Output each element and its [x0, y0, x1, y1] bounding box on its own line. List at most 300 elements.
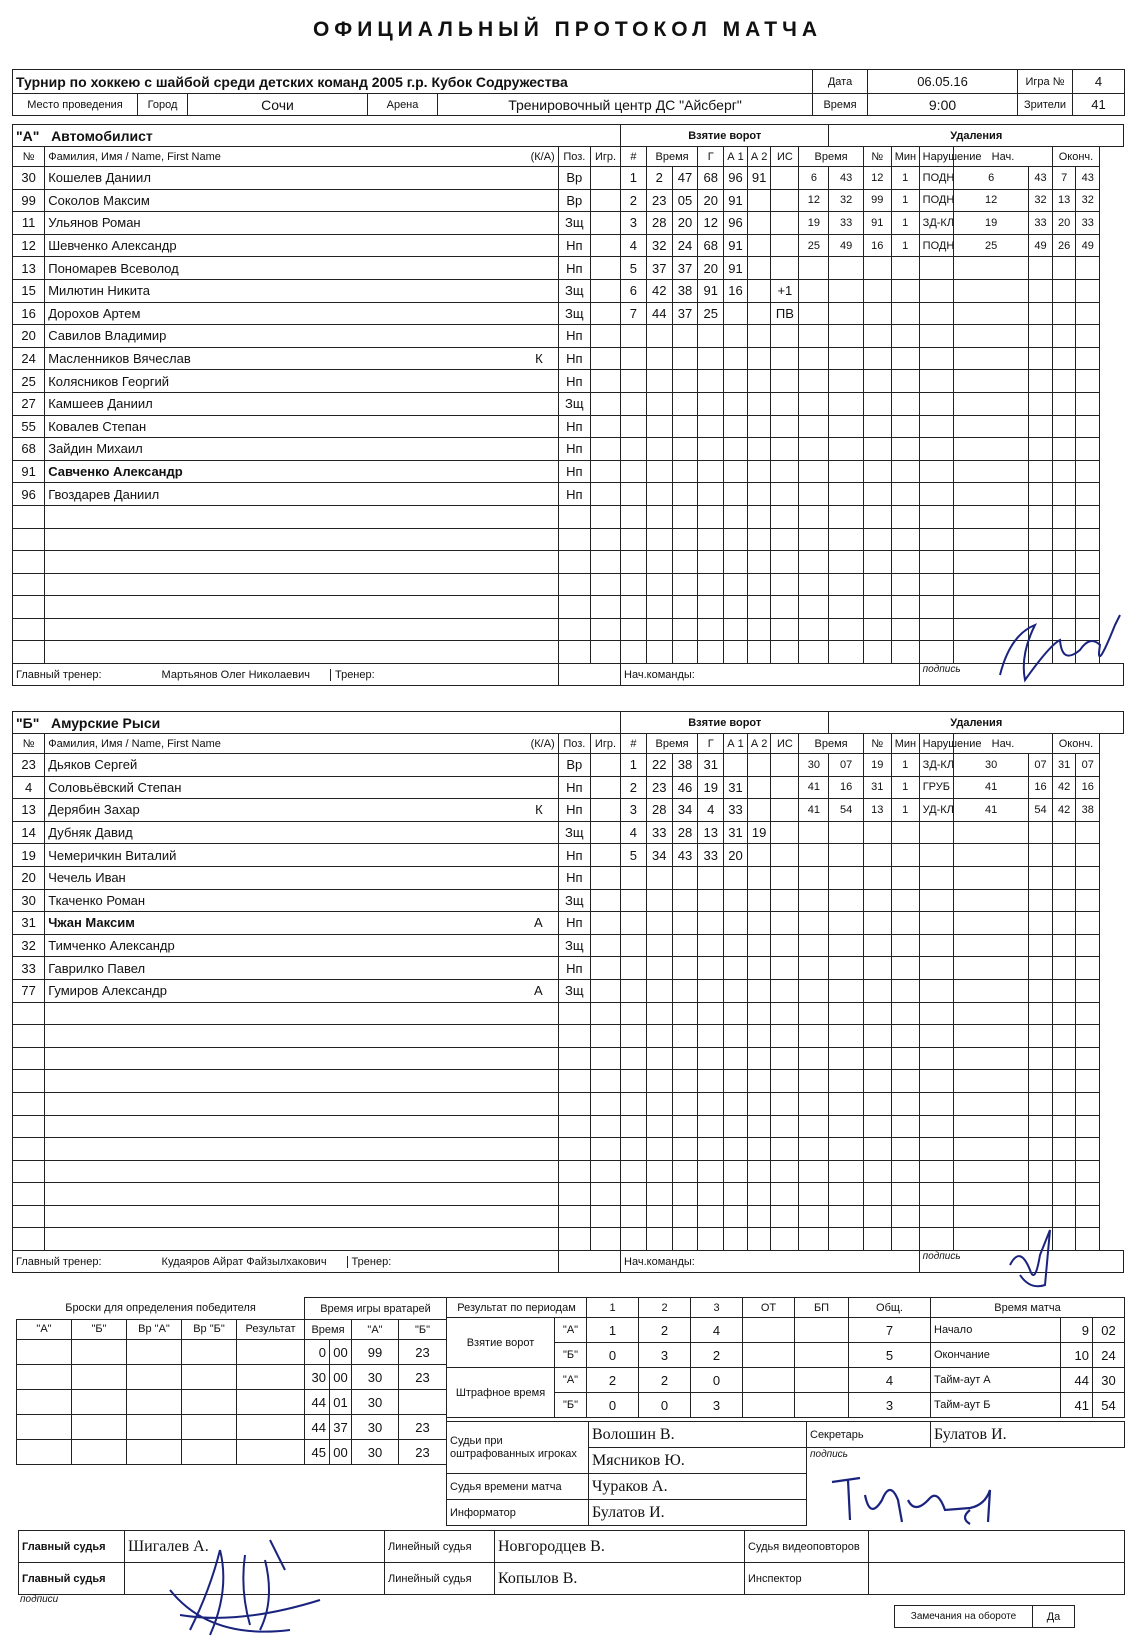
- column-header-g-g: Г: [698, 147, 724, 167]
- cell: [621, 912, 647, 935]
- gk-row: [305, 1440, 447, 1465]
- coach-label: Тренер:: [330, 669, 375, 681]
- table-row: [13, 167, 1124, 190]
- cell: 34: [646, 844, 672, 867]
- player-name: Савченко Александр: [48, 464, 183, 480]
- cell: [13, 551, 45, 574]
- cell: [672, 889, 698, 912]
- cell: [590, 528, 620, 551]
- cell: [954, 347, 1029, 370]
- period-value: 3: [639, 1343, 691, 1368]
- cell: [590, 934, 620, 957]
- cell: [672, 528, 698, 551]
- cell: [590, 1070, 620, 1093]
- cell: [1076, 1138, 1100, 1161]
- period-value: [795, 1318, 849, 1343]
- cell: [1052, 551, 1076, 574]
- cell: [558, 641, 590, 664]
- name-header: Фамилия, Имя / Name, First Name: [48, 150, 221, 163]
- cell: [954, 1047, 1029, 1070]
- cell: Нп: [558, 483, 590, 506]
- cell: [891, 844, 919, 867]
- cell: [891, 279, 919, 302]
- cell: [590, 573, 620, 596]
- cell: [863, 934, 891, 957]
- cell: 5: [621, 844, 647, 867]
- cell: [863, 302, 891, 325]
- cell: 46: [672, 776, 698, 799]
- cell: Зщ: [558, 279, 590, 302]
- cell: [672, 551, 698, 574]
- column-header-g-time: Время: [646, 147, 698, 167]
- cell: 32: [1076, 189, 1100, 212]
- gk-row: [305, 1365, 447, 1390]
- cell: 43: [1029, 167, 1053, 190]
- period-row: [447, 1318, 931, 1343]
- team-name: Амурские Рыси: [51, 714, 161, 731]
- cell: [891, 889, 919, 912]
- cell: [799, 483, 829, 506]
- cell: 13: [863, 799, 891, 822]
- penalties-group-label: Удаления: [829, 712, 1124, 734]
- cell: ПОДН: [919, 167, 953, 190]
- cell: 96: [724, 212, 748, 235]
- cell: [1076, 1115, 1100, 1138]
- cell: [747, 1115, 771, 1138]
- table-row: [13, 392, 1124, 415]
- column-header-p-min: Мин: [891, 734, 919, 754]
- player-name-cell: [45, 754, 558, 777]
- team-a-signature: [990, 605, 1130, 690]
- cell: [863, 912, 891, 935]
- cell: [891, 912, 919, 935]
- cell: 22: [646, 754, 672, 777]
- cell: [1076, 257, 1100, 280]
- cell: [891, 1070, 919, 1093]
- cell: [863, 279, 891, 302]
- player-name-cell: [45, 212, 559, 235]
- column-header-g-a1: А 1: [724, 147, 748, 167]
- cell: [698, 596, 724, 619]
- cell: [747, 776, 771, 799]
- cell: [891, 325, 919, 348]
- player-name: Колясников Георгий: [48, 373, 170, 389]
- captain-mark: А: [534, 983, 543, 999]
- cell: [863, 1228, 891, 1251]
- cell: [558, 1025, 590, 1048]
- cell: 16: [863, 234, 891, 257]
- cell: [771, 505, 799, 528]
- cell: [747, 618, 771, 641]
- referee-signature: [150, 1530, 350, 1641]
- cell: [724, 1047, 748, 1070]
- gk-row: [305, 1340, 447, 1365]
- cell: [1029, 573, 1053, 596]
- cell: 99: [863, 189, 891, 212]
- player-name-cell: [45, 957, 558, 980]
- cell: [558, 1160, 590, 1183]
- cell: [13, 1160, 45, 1183]
- cell: [829, 1047, 863, 1070]
- table-row: [13, 912, 1124, 935]
- player-name: Милютин Никита: [48, 283, 151, 299]
- column-header-p-start: Нач.: [954, 147, 1053, 167]
- cell: [672, 483, 698, 506]
- cell: [45, 1228, 558, 1251]
- cell: [1052, 415, 1076, 438]
- column-header-igr: Игр.: [590, 147, 620, 167]
- cell: 38: [672, 279, 698, 302]
- time-value: 9:00: [868, 94, 1018, 116]
- penalty-judge-2: Мясников Ю.: [589, 1448, 807, 1474]
- cell: [1076, 415, 1100, 438]
- cell: [799, 912, 829, 935]
- team-chief-label: Нач.команды:: [621, 664, 920, 686]
- column-header-g-is: ИС: [771, 734, 799, 754]
- cell: [863, 641, 891, 664]
- match-time-row: [931, 1318, 1125, 1343]
- cell: [1029, 347, 1053, 370]
- cell: [919, 257, 953, 280]
- cell: [771, 347, 799, 370]
- cell: [891, 573, 919, 596]
- cell: [829, 866, 863, 889]
- cell: [590, 1002, 620, 1025]
- cell: [919, 1115, 953, 1138]
- cell: [13, 505, 45, 528]
- cell: [1052, 1002, 1076, 1025]
- cell: [771, 257, 799, 280]
- table-row: [13, 1047, 1124, 1070]
- cell: [1029, 844, 1053, 867]
- cell: Зщ: [558, 889, 590, 912]
- cell: 7: [1052, 167, 1076, 190]
- gk-col: Время: [305, 1320, 352, 1340]
- cell: [891, 1115, 919, 1138]
- cell: [747, 1160, 771, 1183]
- cell: [1076, 889, 1100, 912]
- cell: [863, 347, 891, 370]
- cell: [1029, 392, 1053, 415]
- cell: [724, 1160, 748, 1183]
- cell: [1076, 505, 1100, 528]
- period-row: [447, 1368, 931, 1393]
- match-time-row: [931, 1343, 1125, 1368]
- match-time-cell: 9: [1061, 1318, 1093, 1343]
- cell: 1: [891, 754, 919, 777]
- cell: 1: [621, 167, 647, 190]
- cell: [724, 325, 748, 348]
- linesman-name-1: Новгородцев В.: [495, 1531, 745, 1563]
- cell: [919, 415, 953, 438]
- gk-col: "Б": [399, 1320, 447, 1340]
- cell: [1029, 821, 1053, 844]
- cell: ЗД-КЛ: [919, 754, 953, 777]
- cell: [13, 641, 45, 664]
- cell: [829, 1205, 863, 1228]
- cell: [590, 979, 620, 1002]
- penalty-judge-1: Волошин В.: [589, 1422, 807, 1448]
- column-header-p-num: №: [863, 147, 891, 167]
- period-value: 0: [691, 1368, 743, 1393]
- cell: [799, 1138, 829, 1161]
- cell: [1029, 302, 1053, 325]
- secretary-signature-label: подпись: [810, 1449, 848, 1460]
- timekeeper-name: Чураков А.: [589, 1474, 807, 1500]
- cell: [747, 596, 771, 619]
- cell: [45, 1092, 558, 1115]
- cell: [621, 596, 647, 619]
- cell: [724, 1092, 748, 1115]
- cell: [771, 596, 799, 619]
- cell: [954, 438, 1029, 461]
- column-header-p-end: Оконч.: [1052, 734, 1099, 754]
- cell: [954, 1138, 1029, 1161]
- cell: 3: [621, 799, 647, 822]
- cell: [891, 460, 919, 483]
- table-row: [13, 415, 1124, 438]
- cell: [672, 505, 698, 528]
- signature-label: подпись: [919, 1251, 1123, 1273]
- cell: [646, 1070, 672, 1093]
- cell: Нп: [558, 912, 590, 935]
- cell: [621, 483, 647, 506]
- cell: [771, 844, 799, 867]
- period-value: 3: [849, 1393, 931, 1418]
- gk-cell: 23: [399, 1365, 447, 1390]
- table-row: [13, 979, 1124, 1002]
- player-name-cell: [45, 392, 559, 415]
- period-value: [743, 1393, 795, 1418]
- cell: [1076, 979, 1100, 1002]
- cell: [590, 912, 620, 935]
- table-row: [13, 618, 1124, 641]
- cell: [771, 1228, 799, 1251]
- cell: [1029, 957, 1053, 980]
- column-header-g-a1: А 1: [724, 734, 748, 754]
- cell: [621, 1002, 647, 1025]
- cell: [590, 392, 620, 415]
- cell: [891, 1138, 919, 1161]
- cell: [747, 551, 771, 574]
- cell: [829, 347, 863, 370]
- signatures-label: подписи: [20, 1594, 59, 1605]
- cell: [621, 641, 647, 664]
- cell: 2: [621, 776, 647, 799]
- column-header-p-time: Время: [799, 147, 864, 167]
- cell: [724, 1070, 748, 1093]
- cell: [590, 889, 620, 912]
- cell: Вр: [558, 167, 590, 190]
- period-value: 4: [849, 1368, 931, 1393]
- cell: [621, 325, 647, 348]
- cell: [771, 641, 799, 664]
- cell: [621, 392, 647, 415]
- cell: [724, 460, 748, 483]
- player-name: Савилов Владимир: [48, 328, 167, 344]
- cell: [771, 573, 799, 596]
- cell: [1052, 1047, 1076, 1070]
- cell: 19: [747, 821, 771, 844]
- cell: [621, 866, 647, 889]
- cell: [799, 596, 829, 619]
- cell: [771, 1047, 799, 1070]
- cell: [891, 1025, 919, 1048]
- cell: 15: [13, 279, 45, 302]
- match-time-cell: Окончание: [931, 1343, 1061, 1368]
- cell: 27: [13, 392, 45, 415]
- table-row: [13, 866, 1124, 889]
- period-col: ОТ: [743, 1298, 795, 1318]
- cell: [1029, 551, 1053, 574]
- cell: [646, 460, 672, 483]
- cell: [829, 1025, 863, 1048]
- cell: [724, 957, 748, 980]
- cell: 16: [724, 279, 748, 302]
- cell: [1029, 279, 1053, 302]
- cell: [919, 370, 953, 393]
- informer-name: Булатов И.: [589, 1500, 807, 1526]
- cell: [891, 1228, 919, 1251]
- cell: [724, 392, 748, 415]
- cell: 49: [1029, 234, 1053, 257]
- player-name-cell: [45, 776, 558, 799]
- cell: [558, 618, 590, 641]
- gk-cell: 00: [330, 1365, 352, 1390]
- cell: [1076, 821, 1100, 844]
- cell: [13, 596, 45, 619]
- ref-label-2: Главный судья: [19, 1563, 125, 1595]
- cell: [919, 392, 953, 415]
- cell: [829, 934, 863, 957]
- cell: [698, 528, 724, 551]
- cell: [771, 1160, 799, 1183]
- cell: [1029, 1115, 1053, 1138]
- cell: [747, 1205, 771, 1228]
- cell: [863, 483, 891, 506]
- cell: [954, 979, 1029, 1002]
- cell: [590, 212, 620, 235]
- cell: 16: [829, 776, 863, 799]
- cell: Нп: [558, 234, 590, 257]
- table-row: [13, 754, 1124, 777]
- period-value: 0: [587, 1343, 639, 1368]
- cell: [1029, 889, 1053, 912]
- cell: [954, 1025, 1029, 1048]
- cell: Нп: [558, 415, 590, 438]
- match-time-cell: Тайм-аут А: [931, 1368, 1061, 1393]
- cell: [771, 1138, 799, 1161]
- spectators-value: 41: [1073, 94, 1125, 116]
- cell: 07: [1076, 754, 1100, 777]
- cell: [646, 1138, 672, 1161]
- cell: 49: [829, 234, 863, 257]
- cell: [646, 1115, 672, 1138]
- cell: [919, 821, 953, 844]
- cell: [747, 257, 771, 280]
- table-row: [13, 528, 1124, 551]
- cell: [919, 1025, 953, 1048]
- cell: [13, 1047, 45, 1070]
- cell: [1029, 934, 1053, 957]
- cell: [590, 347, 620, 370]
- cell: [919, 483, 953, 506]
- cell: [672, 979, 698, 1002]
- cell: 68: [13, 438, 45, 461]
- city-label: Город: [138, 94, 188, 116]
- cell: [1076, 1205, 1100, 1228]
- cell: [771, 325, 799, 348]
- cell: [698, 325, 724, 348]
- cell: 31: [13, 912, 45, 935]
- cell: [863, 1002, 891, 1025]
- cell: [863, 573, 891, 596]
- cell: [698, 1160, 724, 1183]
- cell: [13, 573, 45, 596]
- cell: 20: [13, 866, 45, 889]
- cell: 91: [724, 189, 748, 212]
- cell: [621, 1092, 647, 1115]
- cell: [621, 1183, 647, 1206]
- cell: [1052, 1138, 1076, 1161]
- cell: [863, 1047, 891, 1070]
- cell: [672, 1138, 698, 1161]
- cell: 19: [863, 754, 891, 777]
- cell: [954, 370, 1029, 393]
- cell: [891, 1092, 919, 1115]
- cell: [1029, 866, 1053, 889]
- cell: [799, 957, 829, 980]
- cell: [799, 641, 829, 664]
- remarks-table: [894, 1605, 1075, 1628]
- document-title: ОФИЦИАЛЬНЫЙ ПРОТОКОЛ МАТЧА: [312, 18, 823, 41]
- cell: [1076, 370, 1100, 393]
- cell: [771, 234, 799, 257]
- cell: 6: [799, 167, 829, 190]
- cell: [954, 1115, 1029, 1138]
- cell: [891, 1183, 919, 1206]
- cell: [621, 438, 647, 461]
- player-name-cell: [45, 821, 558, 844]
- cell: 26: [1052, 234, 1076, 257]
- gk-cell: 30: [352, 1365, 399, 1390]
- cell: [799, 1228, 829, 1251]
- cell: [829, 392, 863, 415]
- table-row: [13, 1025, 1124, 1048]
- cell: [1076, 438, 1100, 461]
- cell: [672, 347, 698, 370]
- cell: [724, 641, 748, 664]
- cell: [747, 189, 771, 212]
- cell: 20: [672, 212, 698, 235]
- remarks-value: Да: [1033, 1606, 1075, 1628]
- cell: 30: [13, 167, 45, 190]
- cell: [771, 1183, 799, 1206]
- cell: [891, 302, 919, 325]
- cell: [771, 799, 799, 822]
- cell: [590, 821, 620, 844]
- head-coach-label: Главный тренер:: [16, 668, 102, 681]
- table-row: [13, 1205, 1124, 1228]
- cell: [829, 641, 863, 664]
- cell: [1029, 528, 1053, 551]
- cell: [799, 392, 829, 415]
- cell: [829, 1160, 863, 1183]
- cell: [1029, 1092, 1053, 1115]
- player-name: Дорохов Артем: [48, 305, 141, 321]
- cell: [747, 1183, 771, 1206]
- cell: [558, 1115, 590, 1138]
